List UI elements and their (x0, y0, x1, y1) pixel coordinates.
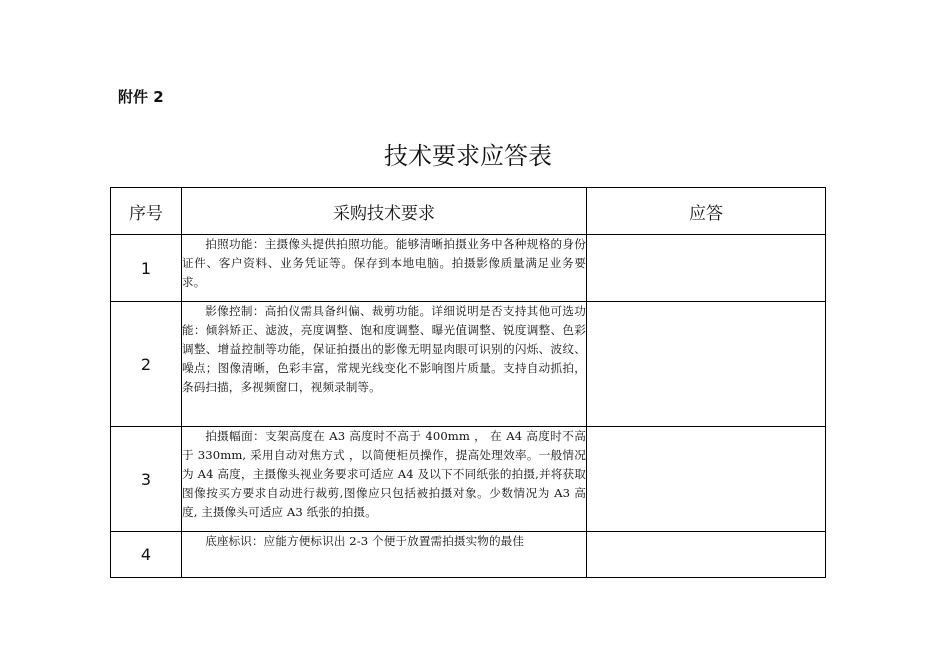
row-number: 1 (111, 235, 182, 302)
response-cell[interactable] (587, 532, 826, 578)
requirements-table (110, 187, 826, 578)
row-number: 3 (111, 427, 182, 532)
requirement-text: 拍摄幅面：支架高度在 A3 高度时不高于 400mm ， 在 A4 高度时不高于 330mm, 采用自动对焦方式 ，以简便柜员操作，提高处理效率。一般情况为 A4 高度，主摄像头视业务要求可适应 A4 及以下不同纸张的拍摄,并将获取图像按买方要求自动进行裁剪,图像应只包括被拍摄对象。少数情况为 A3 高度, 主摄像头可适应 A3 纸张的拍摄。 (182, 427, 587, 532)
column-header-requirement: 采购技术要求 (182, 188, 587, 235)
response-cell[interactable] (587, 427, 826, 532)
table-header-row (111, 188, 826, 235)
row-number: 4 (111, 532, 182, 578)
table-row (111, 302, 826, 427)
column-header-seq: 序号 (111, 188, 182, 235)
response-cell[interactable] (587, 302, 826, 427)
table-row (111, 532, 826, 578)
page-title: 技术要求应答表 (384, 142, 552, 170)
row-number: 2 (111, 302, 182, 427)
table-row (111, 235, 826, 302)
column-header-response: 应答 (587, 188, 826, 235)
table-row (111, 427, 826, 532)
requirement-text: 影像控制：高拍仪需具备纠偏、裁剪功能。详细说明是否支持其他可选功能：倾斜矫正、滤波，亮度调整、饱和度调整、曝光值调整、锐度调整、色彩调整、增益控制等功能，保证拍摄出的影像无明显肉眼可识别的闪烁、波纹、噪点；图像清晰，色彩丰富，常规光线变化不影响图片质量。支持自动抓拍，条码扫描，多视频窗口，视频录制等。 (182, 302, 587, 427)
requirement-text: 拍照功能：主摄像头提供拍照功能。能够清晰拍摄业务中各种规格的身份证件、客户资料、业务凭证等。保存到本地电脑。拍摄影像质量满足业务要求。 (182, 235, 587, 302)
requirement-text: 底座标识：应能方便标识出 2-3 个便于放置需拍摄实物的最佳 (182, 532, 587, 578)
attachment-label: 附件 2 (118, 88, 164, 106)
response-cell[interactable] (587, 235, 826, 302)
